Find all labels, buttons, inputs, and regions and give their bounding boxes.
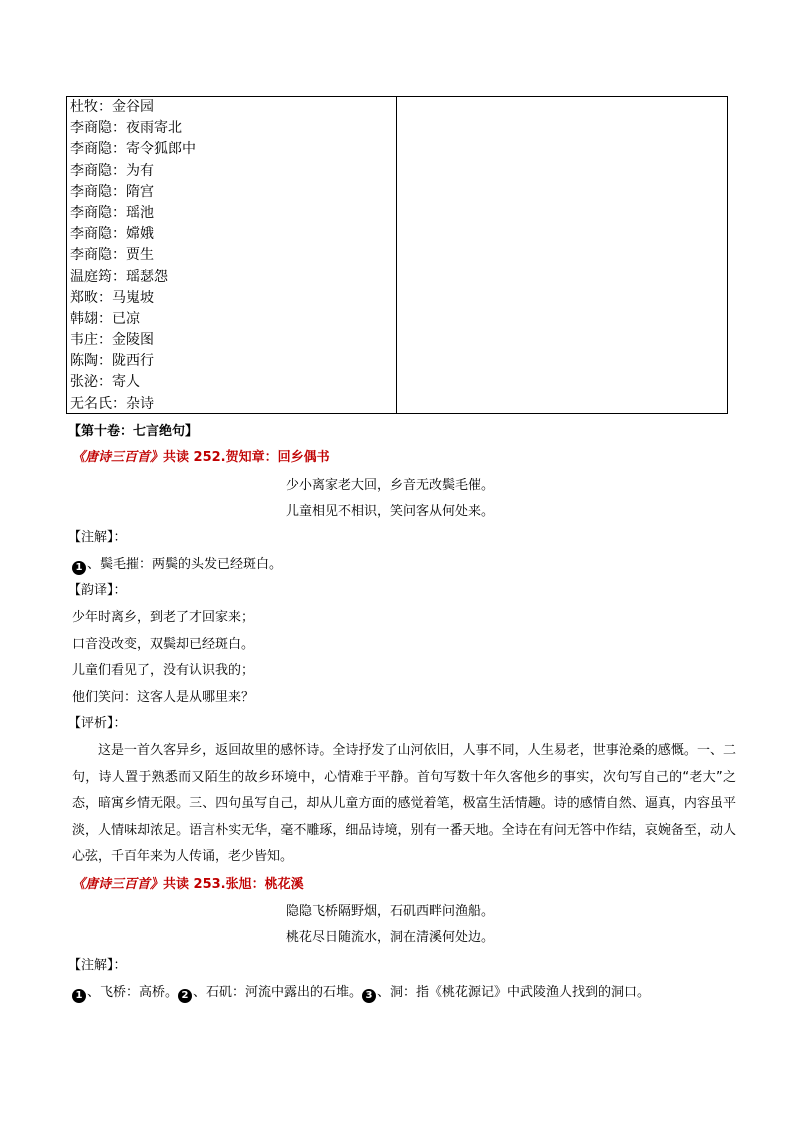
translation-line: 他们笑问：这客人是从哪里来？ [72, 690, 255, 705]
note-number-badge: 1 [72, 989, 86, 1003]
poem-line: 隐隐飞桥隔野烟，石矶西畔问渔船。 [286, 904, 495, 919]
translation-line: 儿童们看见了，没有认识我的； [72, 663, 255, 678]
notes-heading: 【注解】： [68, 958, 127, 973]
list-item: 陈陶：陇西行 [70, 353, 154, 370]
poem-line: 桃花尽日随流水，洞在清溪何处边。 [286, 930, 495, 945]
note-text: 、鬓毛摧：两鬓的头发已经斑白。 [87, 557, 283, 572]
list-item: 李商隐：寄令狐郎中 [70, 141, 196, 158]
translation-line: 少年时离乡，到老了才回家来； [72, 610, 255, 625]
poem-index-table [66, 96, 728, 414]
list-item: 李商隐：夜雨寄北 [70, 120, 182, 137]
list-item: 无名氏：杂诗 [70, 395, 154, 412]
poem-index-list [70, 97, 196, 415]
section-title [72, 449, 330, 467]
table-left-cell [67, 97, 397, 413]
list-item: 李商隐：为有 [70, 162, 154, 179]
list-item: 韦庄：金陵图 [70, 332, 154, 349]
note-number-badge: 2 [178, 989, 192, 1003]
analysis-heading: 【评析】： [68, 716, 127, 731]
list-item: 张泌：寄人 [70, 374, 140, 391]
section-title [72, 876, 304, 894]
section-title-text: 共读 252.贺知章：回乡偶书 [163, 450, 330, 465]
note-number-badge: 3 [362, 989, 376, 1003]
book-title: 《唐诗三百首》 [72, 450, 164, 465]
translation-line: 口音没改变，双鬓却已经斑白。 [72, 637, 255, 652]
note-text: 、飞桥：高桥。 [87, 985, 179, 1000]
list-item: 郑畋：马嵬坡 [70, 289, 154, 306]
notes-line [72, 984, 650, 1003]
note-text: 、石矶：河流中露出的石堆。 [193, 985, 363, 1000]
notes-heading: 【注解】： [68, 530, 127, 545]
list-item: 韩翃：已凉 [70, 310, 140, 327]
list-item: 李商隐：隋宫 [70, 183, 154, 200]
list-item: 李商隐：嫦娥 [70, 226, 154, 243]
poem-line: 儿童相见不相识，笑问客从何处来。 [286, 504, 495, 519]
section-title-text: 共读 253.张旭：桃花溪 [163, 877, 304, 892]
book-title: 《唐诗三百首》 [72, 877, 164, 892]
list-item: 杜牧：金谷园 [70, 99, 154, 115]
list-item: 李商隐：贾生 [70, 247, 154, 264]
list-item: 温庭筠：瑶瑟怨 [70, 268, 168, 285]
translation-heading: 【韵译】： [68, 583, 127, 598]
analysis-paragraph: 这是一首久客异乡，返回故里的感怀诗。全诗抒发了山河依旧，人事不同，人生易老，世事沧桑的感慨。一、二句，诗人置于熟悉而又陌生的故乡环境中，心情难于平静。首句写数十年久客他乡的事实，次句写自己的“老大”之态，暗寓乡情无限。三、四句虽写自己，却从儿童方面的感觉着笔，极富生活情趣。诗的感情自然、逼真，内容虽平淡，人情味却浓足。语言朴实无华，毫不雕琢，细品诗境，别有一番天地。全诗在有问无答中作结，哀婉备至，动人心弦，千百年来为人传诵，老少皆知。 [72, 743, 736, 864]
poem-line: 少小离家老大回，乡音无改鬓毛催。 [286, 478, 495, 493]
note-text: 、洞：指《桃花源记》中武陵渔人找到的洞口。 [377, 985, 651, 1000]
note-number-badge: 1 [72, 561, 86, 575]
list-item: 李商隐：瑶池 [70, 204, 154, 221]
table-right-cell [397, 97, 728, 413]
volume-title: 【第十卷：七言绝句】 [68, 424, 199, 439]
note-item [72, 556, 282, 575]
